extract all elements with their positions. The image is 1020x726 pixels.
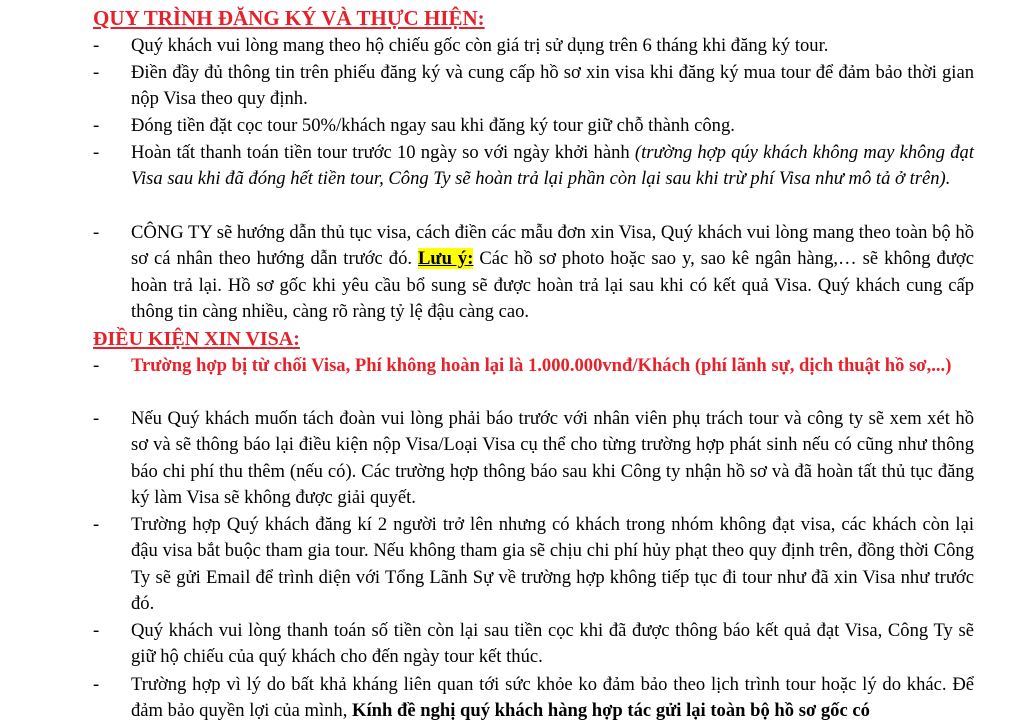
list-item-visa-refusal-fee xyxy=(93,353,974,379)
list-item-text: Trường hợp Quý khách đăng kí 2 người trở lên nhưng có khách trong nhóm không đạt visa, các khách còn lại đậu visa bắt buộc tham gia tour. Nếu không tham gia sẽ chịu chi phí hủy phạt theo quy định trên, đồng thời Công Ty sẽ gửi Email để trình diện với Tổng Lãnh Sự về trường hợp không tiếp tục đi tour như đã xin Visa như trước đó. xyxy=(131,514,974,615)
list-bullet: - xyxy=(93,620,100,641)
list-item-text: Nếu Quý khách muốn tách đoàn vui lòng phải báo trước với nhân viên phụ trách tour và công ty sẽ xem xét hồ sơ và sẽ thông báo lại điều kiện nộp Visa/Loại Visa cụ thể cho từng trường hợp phát sinh nếu có cũng như thông báo chi phí thu thêm (nếu có). Các trường hợp thông báo sau khi Công ty nhận hồ sơ và đã hoàn tất thủ tục đăng ký làm Visa sẽ không được giải quyết. xyxy=(131,408,974,509)
list-bullet: - xyxy=(93,355,100,376)
list-bullet: - xyxy=(93,115,100,136)
list-bullet: - xyxy=(93,514,100,535)
list-bullet: - xyxy=(93,222,100,243)
list-item-text: Trường hợp bị từ chối Visa, Phí không hoàn lại là 1.000.000vnđ/Khách (phí lãnh sự, dịch thuật hồ sơ,...) xyxy=(131,355,952,376)
refund-note-italic: (trường hợp qúy khách không may không đạt Visa sau khi đã đóng hết tiền tour, Công Ty sẽ hoàn trả lại phần còn lại sau khi trừ phí Visa như mô tả ở trên). xyxy=(131,142,974,190)
list-item-text xyxy=(131,672,974,725)
list-item-text: Điền đầy đủ thông tin trên phiếu đăng ký và cung cấp hồ sơ xin visa khi đăng ký mua tour để đảm bảo thời gian nộp Visa theo quy định. xyxy=(131,62,974,110)
list-item-text: Quý khách vui lòng thanh toán số tiền còn lại sau tiền cọc khi đã được thông báo kết quả đạt Visa, Công Ty sẽ giữ hộ chiếu của quý khách cho đến ngày tour kết thúc. xyxy=(131,620,974,668)
list-item-text: Quý khách vui lòng mang theo hộ chiếu gốc còn giá trị sử dụng trên 6 tháng khi đăng ký tour. xyxy=(131,35,829,56)
list-item-group-visa xyxy=(93,512,974,618)
list-item-text xyxy=(131,220,974,326)
section-heading-visa-conditions: ĐIỀU KIỆN XIN VISA: xyxy=(93,328,300,350)
list-item-remaining-payment xyxy=(93,618,974,671)
list-item-visa-guidance xyxy=(93,220,974,326)
list-bullet: - xyxy=(93,674,100,695)
section-heading-registration: QUY TRÌNH ĐĂNG KÝ VÀ THỰC HIỆN: xyxy=(93,6,485,30)
list-item-deposit xyxy=(93,113,974,139)
list-item-force-majeure xyxy=(93,672,974,725)
visa-guidance-text: CÔNG TY sẽ hướng dẫn thủ tục visa, cách điền các mẫu đơn xin Visa, Quý khách vui lòng mang theo toàn bộ hồ sơ cá nhân theo hướng dẫn trước đó. xyxy=(131,222,974,270)
list-bullet: - xyxy=(93,408,100,429)
list-item-text: Đóng tiền đặt cọc tour 50%/khách ngay sau khi đăng ký tour giữ chỗ thành công. xyxy=(131,115,735,136)
list-item-split-group xyxy=(93,406,974,512)
list-item-full-payment xyxy=(93,140,974,193)
list-bullet: - xyxy=(93,142,100,163)
list-bullet: - xyxy=(93,62,100,83)
list-item-passport xyxy=(93,33,974,59)
list-item-registration-form xyxy=(93,60,974,113)
force-majeure-text: Trường hợp vì lý do bất khả kháng liên quan tới sức khỏe ko đảm bảo theo lịch trình tour hoặc lý do khác. Để đảm bảo quyền lợi của mình, xyxy=(131,674,974,722)
list-item-text xyxy=(131,140,974,193)
payment-deadline-text: Hoàn tất thanh toán tiền tour trước 10 ngày so với ngày khởi hành xyxy=(131,142,635,163)
note-label-highlight: Lưu ý: xyxy=(418,248,474,270)
request-documents-bold: Kính đề nghị quý khách hàng hợp tác gửi lại toàn bộ hồ sơ gốc có xyxy=(352,700,870,722)
note-body-text: Các hồ sơ photo hoặc sao y, sao kê ngân hàng,… sẽ không được hoàn trả lại. Hồ sơ gốc khi yêu cầu bổ sung sẽ được hoàn trả lại sau khi có kết quả Visa. Quý khách cung cấp thông tin càng nhiều, càng rõ ràng tỷ lệ đậu càng cao. xyxy=(131,248,975,323)
list-bullet: - xyxy=(93,35,100,56)
